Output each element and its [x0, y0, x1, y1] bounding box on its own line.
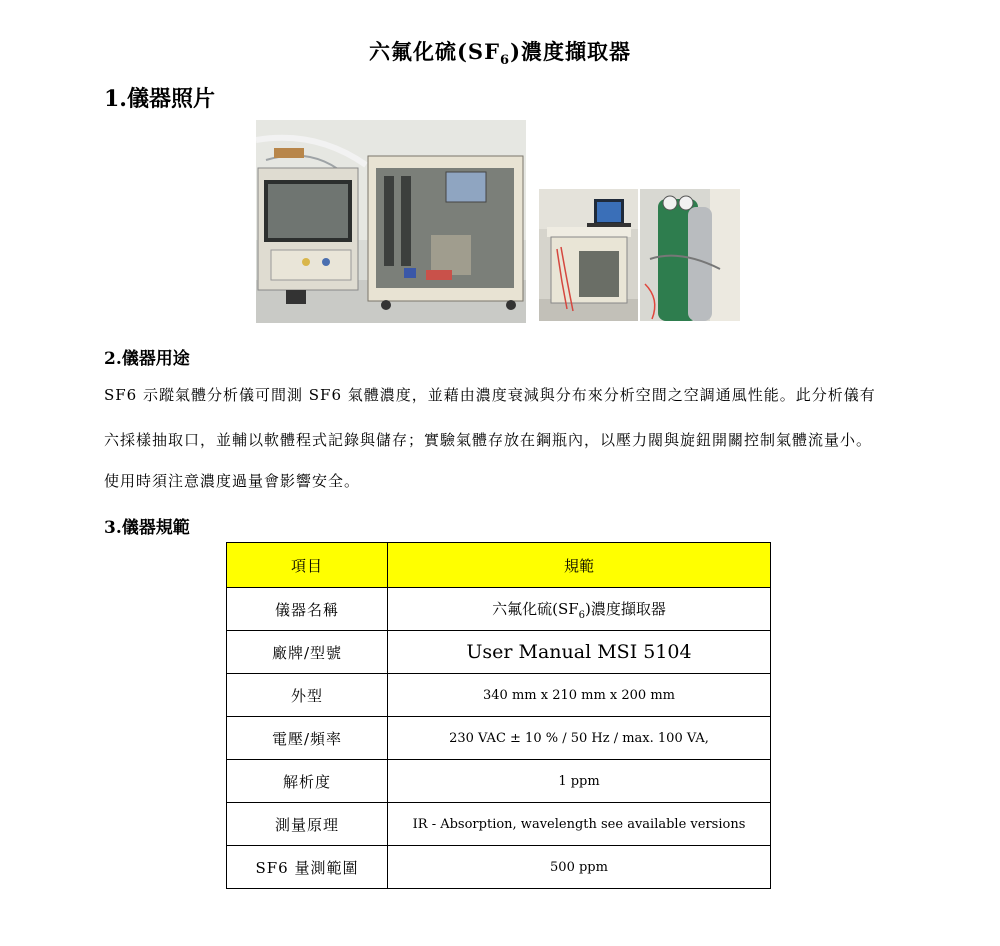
table-row — [227, 631, 771, 674]
row-item: SF6 量測範圍 — [227, 846, 388, 889]
row-spec-subscript: 6 — [578, 609, 586, 621]
table-row — [227, 760, 771, 803]
title-subscript: 6 — [500, 53, 511, 69]
row-item: 解析度 — [227, 760, 388, 803]
document-title — [0, 36, 1000, 68]
table-row — [227, 846, 771, 889]
table-row — [227, 588, 771, 631]
row-item: 廠牌/型號 — [227, 631, 388, 674]
section-3-heading: 3.儀器規範 — [104, 518, 190, 538]
row-spec: 500 ppm — [388, 846, 771, 889]
row-spec: 1 ppm — [388, 760, 771, 803]
row-item: 測量原理 — [227, 803, 388, 846]
row-spec: 230 VAC ± 10 % / 50 Hz / max. 100 VA, — [388, 717, 771, 760]
title-text-b: )濃度擷取器 — [510, 39, 631, 64]
row-spec — [388, 588, 771, 631]
row-spec: User Manual MSI 5104 — [388, 631, 771, 674]
paragraph-line-1: SF6 示蹤氣體分析儀可間測 SF6 氣體濃度，並藉由濃度衰減與分布來分析空間之空調通風性能。此分析儀有 — [104, 386, 876, 404]
table-row — [227, 803, 771, 846]
row-item: 外型 — [227, 674, 388, 717]
header-spec: 規範 — [388, 543, 771, 588]
title-text-a: 六氟化硫(SF — [369, 39, 501, 64]
row-item: 儀器名稱 — [227, 588, 388, 631]
table-header-row — [227, 543, 771, 588]
spec-table — [226, 542, 771, 889]
row-spec: 340 mm x 210 mm x 200 mm — [388, 674, 771, 717]
row-spec-text-a: 六氟化硫(SF — [492, 599, 579, 618]
gas-cylinder-photo — [640, 189, 740, 321]
row-spec: IR - Absorption, wavelength see available versions — [388, 803, 771, 846]
laptop-cart-photo — [539, 189, 638, 321]
paragraph-line-2: 六採樣抽取口，並輔以軟體程式記錄與儲存；實驗氣體存放在鋼瓶內，以壓力閥與旋鈕開關控制氣體流量小。 — [104, 431, 873, 449]
analyzer-cabinet-photo — [256, 120, 526, 323]
header-item: 項目 — [227, 543, 388, 588]
paragraph-line-3: 使用時須注意濃度過量會影響安全。 — [104, 472, 361, 490]
row-spec-text-b: )濃度擷取器 — [585, 599, 666, 618]
section-1-heading: 1.儀器照片 — [104, 86, 215, 112]
table-row — [227, 674, 771, 717]
row-item: 電壓/頻率 — [227, 717, 388, 760]
table-row — [227, 717, 771, 760]
section-2-heading: 2.儀器用途 — [104, 349, 190, 369]
